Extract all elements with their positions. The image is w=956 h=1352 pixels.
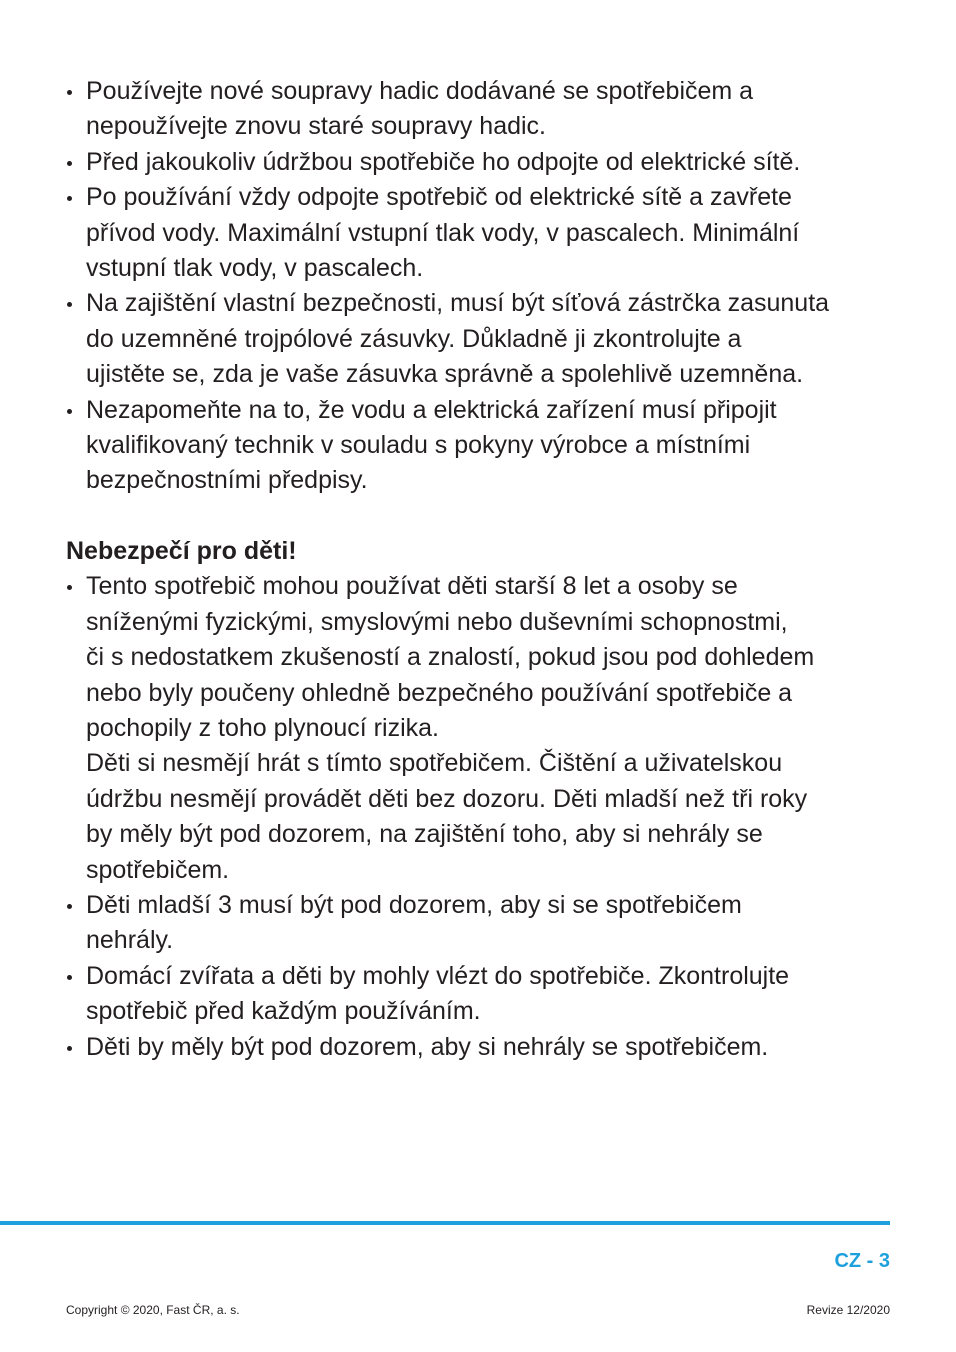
text-line: nebo byly poučeny ohledně bezpečného používání spotřebiče a	[86, 678, 793, 707]
bullet-item	[0, 888, 956, 959]
text-line: údržbu nesmějí provádět děti bez dozoru. Děti mladší než tři roky	[86, 784, 808, 813]
text-line: Před jakoukoliv údržbou spotřebiče ho odpojte od elektrické sítě.	[86, 147, 801, 176]
text-line: sníženými fyzickými, smyslovými nebo duševními schopnostmi,	[86, 607, 788, 636]
text-line: Děti si nesmějí hrát s tímto spotřebičem. Čištění a uživatelskou	[86, 749, 783, 778]
bullet-item	[0, 959, 956, 1030]
text-line: pochopily z toho plynoucí rizika.	[86, 714, 439, 743]
bullet-item	[0, 286, 956, 392]
bullet-item	[0, 180, 956, 286]
page-number: CZ - 3	[834, 1250, 890, 1272]
bullet-item	[0, 1030, 956, 1065]
bullet-item	[0, 74, 956, 145]
text-line: nepoužívejte znovu staré soupravy hadic.	[86, 112, 546, 141]
text-line: do uzemněné trojpólové zásuvky. Důkladně ji zkontrolujte a	[86, 324, 742, 353]
text-line: Používejte nové soupravy hadic dodávané se spotřebičem a	[86, 77, 754, 105]
bullet-item	[0, 569, 956, 888]
copyright-notice: Copyright © 2020, Fast ČR, a. s.	[66, 1303, 240, 1317]
revision-label: Revize 12/2020	[806, 1303, 890, 1317]
text-line: Na zajištění vlastní bezpečnosti, musí být síťová zástrčka zasunuta	[86, 289, 830, 318]
text-line: Po používání vždy odpojte spotřebič od elektrické sítě a zavřete	[86, 183, 792, 212]
text-line: spotřebič před každým používáním.	[86, 997, 481, 1026]
text-line: přívod vody. Maximální vstupní tlak vody, v pascalech. Minimální	[86, 218, 800, 247]
section-heading: Nebezpečí pro děti!	[66, 537, 297, 566]
document-body	[0, 74, 956, 1065]
text-line: bezpečnostními předpisy.	[86, 466, 368, 495]
text-line: Domácí zvířata a děti by mohly vlézt do spotřebiče. Zkontrolujte	[86, 961, 790, 990]
safety-instructions-list	[0, 74, 956, 499]
text-line: Děti by měly být pod dozorem, aby si nehrály se spotřebičem.	[86, 1032, 769, 1061]
text-line: Tento spotřebič mohou používat děti starší 8 let a osoby se	[86, 572, 738, 601]
text-line: či s nedostatkem zkušeností a znalostí, pokud jsou pod dohledem	[86, 643, 815, 672]
text-line: spotřebičem.	[86, 855, 230, 884]
text-line: kvalifikovaný technik v souladu s pokyny výrobce a místními	[86, 430, 751, 459]
footer-divider	[0, 1221, 890, 1225]
text-line: Děti mladší 3 musí být pod dozorem, aby si se spotřebičem	[86, 890, 742, 919]
child-safety-list	[0, 569, 956, 1064]
bullet-item	[0, 145, 956, 180]
bullet-item	[0, 393, 956, 499]
text-line: nehrály.	[86, 926, 174, 955]
text-line: by měly být pod dozorem, na zajištění toho, aby si nehrály se	[86, 820, 763, 849]
text-line: Nezapomeňte na to, že vodu a elektrická zařízení musí připojit	[86, 395, 777, 424]
text-line: ujistěte se, zda je vaše zásuvka správně a spolehlivě uzemněna.	[86, 360, 804, 389]
text-line: vstupní tlak vody, v pascalech.	[86, 253, 424, 282]
